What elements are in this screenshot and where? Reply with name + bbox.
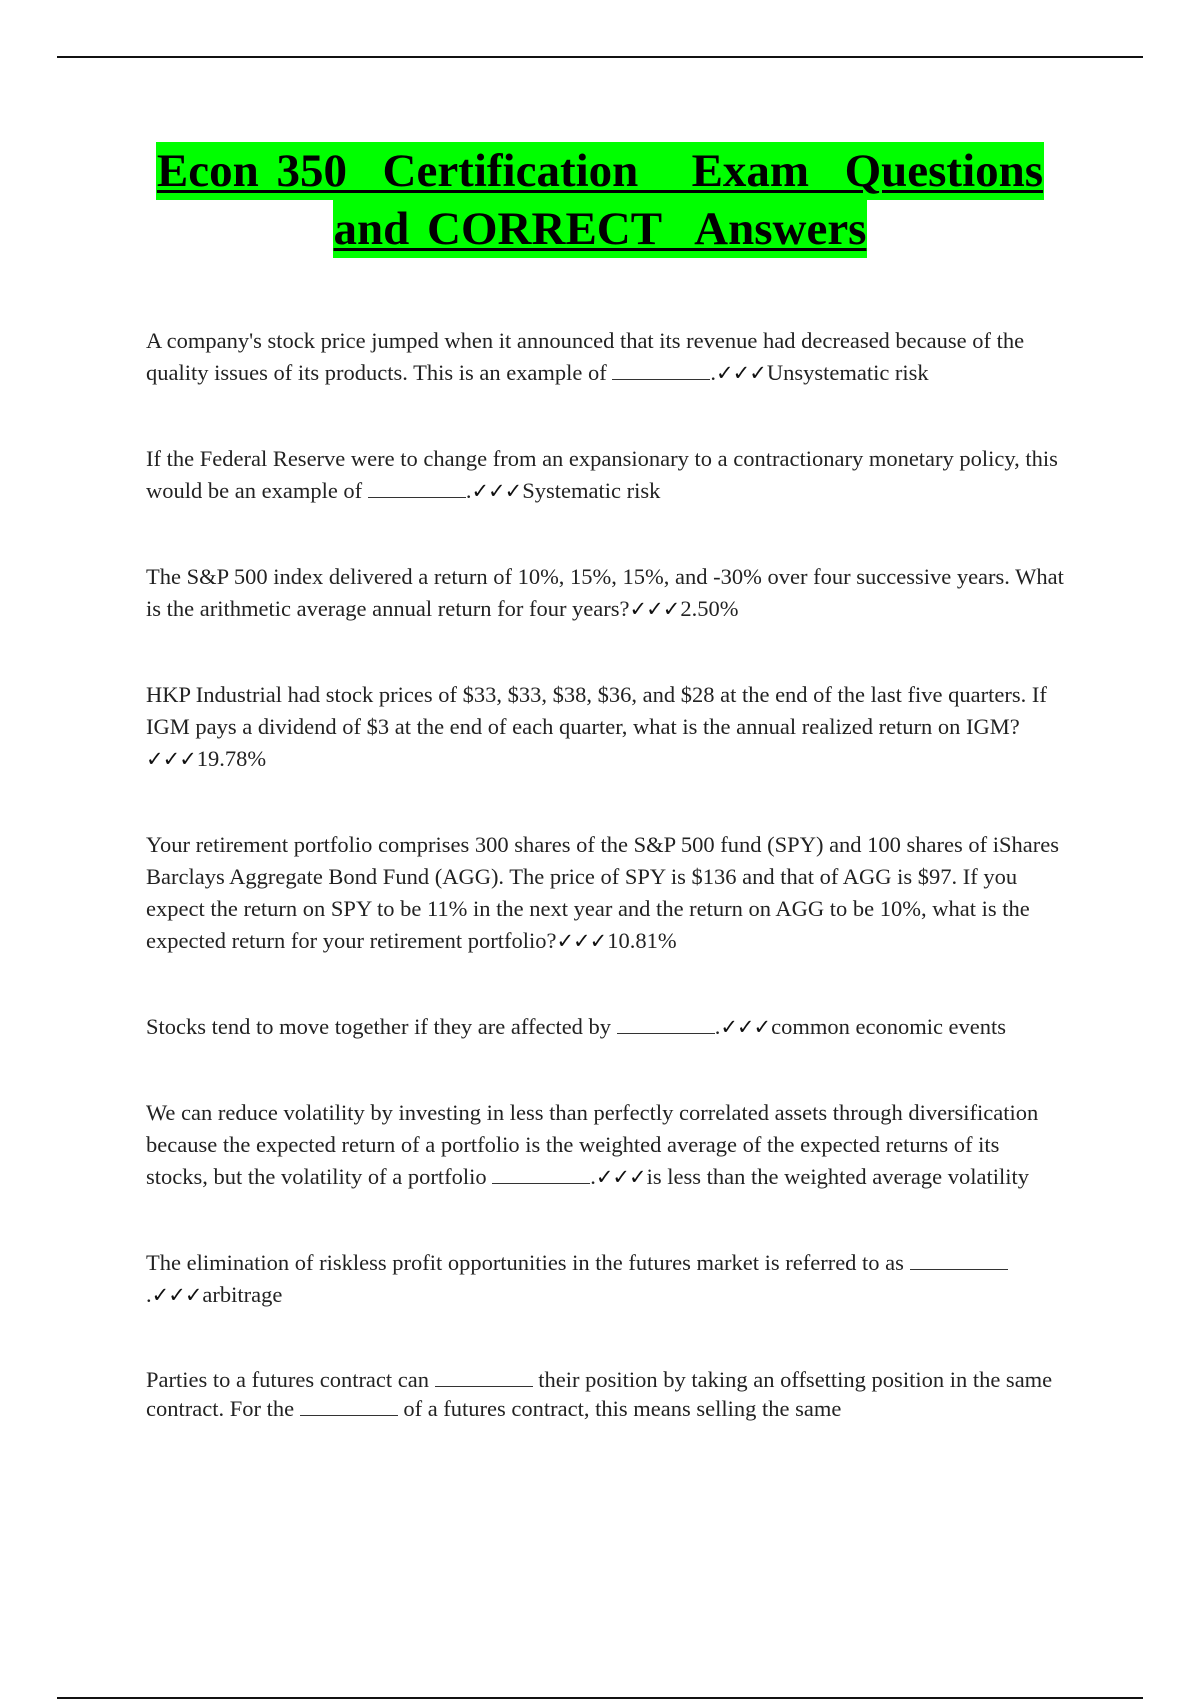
question-text: We can reduce volatility by investing in less than perfectly correlated assets through diversification because the expected return of a portfolio is the weighted average of the expected returns of its stocks, but the volatility of a portfolio xyxy=(146,1100,1039,1189)
question-text: The S&P 500 index delivered a return of 10%, 15%, 15%, and -30% over four successive years. What is the arithmetic average annual return for four years? xyxy=(146,564,1064,621)
question-text: . xyxy=(465,478,472,503)
answer-blank xyxy=(492,1165,590,1184)
question-item xyxy=(146,1097,1066,1193)
answer-text: Systematic risk xyxy=(522,478,661,503)
answer-text: is less than the weighted average volatility xyxy=(646,1164,1030,1189)
answer-text: common economic events xyxy=(771,1014,1007,1039)
question-text: A company's stock price jumped when it announced that its revenue had decreased because of the quality issues of its products. This is an example of xyxy=(146,328,1025,385)
answer-text: 2.50% xyxy=(680,596,739,621)
title-line-2: and CORRECT Answers xyxy=(333,200,868,258)
checkmark-icon: ✓✓✓ xyxy=(629,597,680,621)
answer-text: Unsystematic risk xyxy=(766,360,929,385)
checkmark-icon: ✓✓✓ xyxy=(146,747,196,771)
checkmark-icon: ✓✓✓ xyxy=(720,1015,771,1039)
question-text: HKP Industrial had stock prices of $33, $33, $38, $36, and $28 at the end of the last five quarters. If IGM pays a dividend of $3 at the end of each quarter, what is the annual realized return on IGM? xyxy=(146,682,1047,739)
checkmark-icon: ✓✓✓ xyxy=(471,479,522,503)
question-item xyxy=(146,325,1066,389)
question-item xyxy=(146,561,1066,625)
checkmark-icon: ✓✓✓ xyxy=(151,1283,202,1307)
question-text: Parties to a futures contract can xyxy=(146,1367,435,1392)
answer-text: 10.81% xyxy=(607,928,677,953)
question-text: . xyxy=(146,1282,152,1307)
answer-blank xyxy=(300,1397,398,1416)
question-text: Your retirement portfolio comprises 300 shares of the S&P 500 fund (SPY) and 100 shares of iShares Barclays Aggregate Bond Fund (AGG). The price of SPY is $136 and that of AGG is $97. If you expect the return on SPY to be 11% in the next year and the return on AGG to be 10%, what is the expected return for your retirement portfolio? xyxy=(146,832,1060,953)
checkmark-icon: ✓✓✓ xyxy=(595,1165,646,1189)
checkmark-icon: ✓✓✓ xyxy=(716,361,766,385)
question-text: . xyxy=(590,1164,596,1189)
question-text: of a futures contract, this means selling the same xyxy=(397,1396,842,1421)
answer-blank xyxy=(435,1368,533,1387)
question-text: their position by taking an offsetting position in the same contract. For the xyxy=(146,1367,1053,1421)
footer-rule xyxy=(57,1697,1143,1699)
title-line-1: Econ 350 Certification Exam Questions xyxy=(156,142,1044,200)
header-rule xyxy=(57,56,1143,58)
answer-blank xyxy=(910,1251,1008,1270)
question-text: If the Federal Reserve were to change from an expansionary to a contractionary monetary policy, this would be an example of xyxy=(146,446,1058,503)
answer-text: arbitrage xyxy=(202,1282,283,1307)
answer-blank xyxy=(617,1015,715,1034)
answer-text: 19.78% xyxy=(196,746,267,771)
question-item xyxy=(146,1011,1066,1043)
document-title xyxy=(100,142,1100,258)
question-item xyxy=(146,829,1066,957)
question-text: Stocks tend to move together if they are affected by xyxy=(146,1014,617,1039)
question-text: . xyxy=(714,1014,721,1039)
checkmark-icon: ✓✓✓ xyxy=(556,929,607,953)
question-text: The elimination of riskless profit opportunities in the futures market is referred to as xyxy=(146,1250,910,1275)
question-item xyxy=(146,679,1066,775)
answer-blank xyxy=(612,361,710,380)
question-item xyxy=(146,1247,1066,1311)
question-item xyxy=(146,1365,1066,1423)
question-text: . xyxy=(710,360,717,385)
question-list xyxy=(146,325,1066,1423)
question-item xyxy=(146,443,1066,507)
answer-blank xyxy=(368,479,466,498)
